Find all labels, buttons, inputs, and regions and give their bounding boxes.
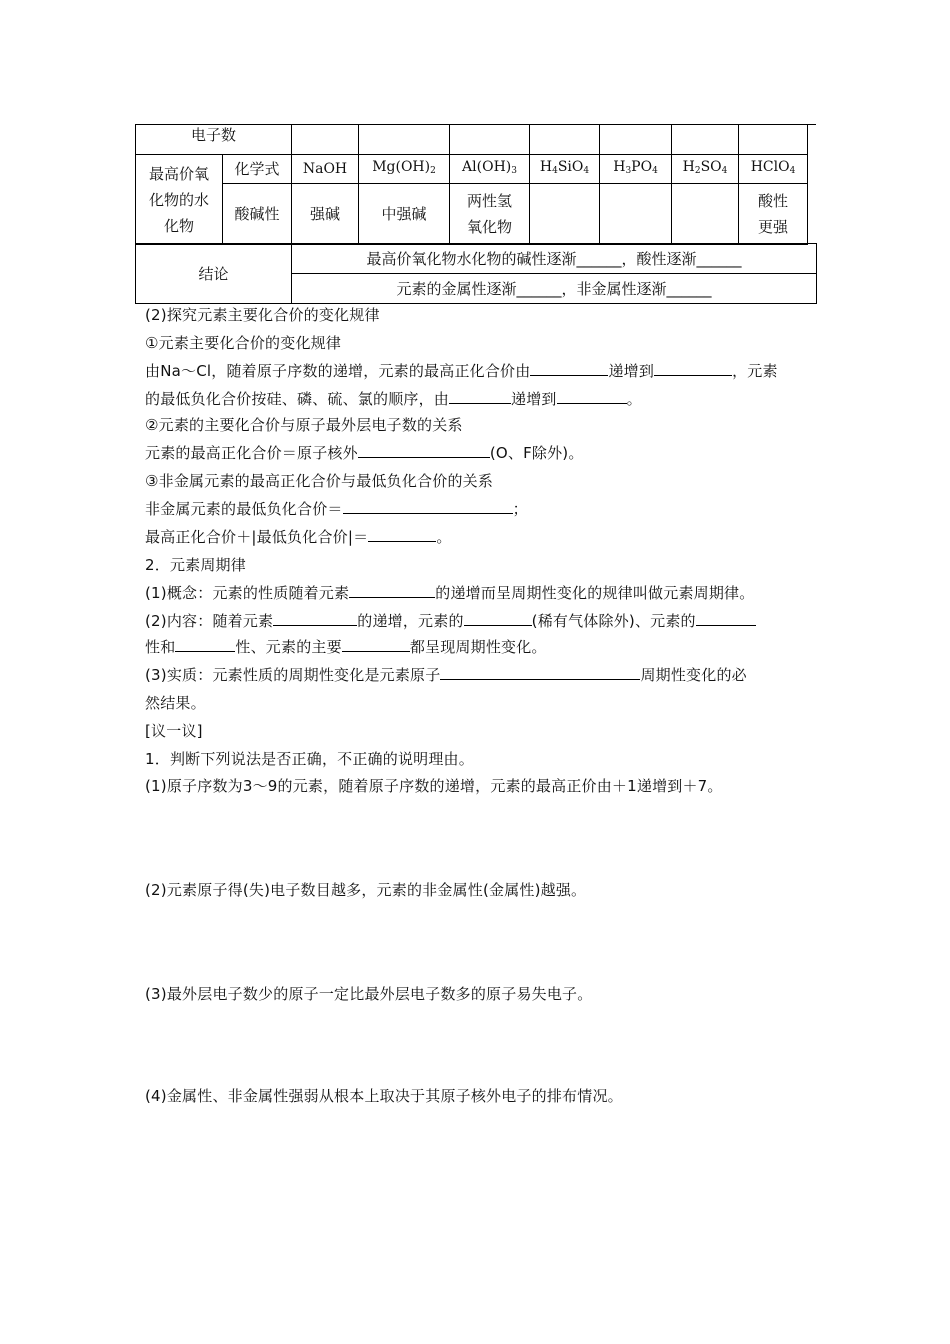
- question-3: (3)最外层电子数少的原子一定比最外层电子数多的原子易失电子。: [145, 985, 593, 1003]
- section-heading: 2．元素周期律: [145, 556, 246, 574]
- fill-blank[interactable]: [343, 498, 513, 514]
- electron-cell[interactable]: [672, 125, 739, 155]
- question-1: (1)原子序数为3～9的元素，随着原子序数的递增，元素的最高正价由＋1递增到＋7。: [145, 777, 723, 795]
- paragraph-line: 非金属元素的最低负化合价＝ ；: [145, 500, 528, 518]
- paragraph-line: 元素的最高正化合价＝原子核外 (O、F除外)。: [145, 444, 584, 462]
- acid-base-label: 酸碱性: [223, 184, 292, 245]
- formula-h3po4: $H_3PO_4$: [600, 155, 672, 184]
- electron-cell[interactable]: [600, 125, 672, 155]
- acidity-h3po4[interactable]: [600, 184, 672, 245]
- fill-blank[interactable]: [342, 636, 410, 652]
- electron-cell[interactable]: [359, 125, 450, 155]
- paragraph-line: 1．判断下列说法是否正确，不正确的说明理由。: [145, 750, 474, 768]
- paragraph-line: 最高正化合价＋|最低负化合价|＝ 。: [145, 528, 452, 546]
- chemical-formula-label: 化学式: [223, 155, 292, 184]
- sub-heading: ③非金属元素的最高正化合价与最低负化合价的关系: [145, 472, 494, 490]
- acidity-h2so4[interactable]: [672, 184, 739, 245]
- question-2: (2)元素原子得(失)电子数目越多，元素的非金属性(金属性)越强。: [145, 881, 587, 899]
- section-heading: (2)探究元素主要化合价的变化规律: [145, 306, 380, 324]
- fill-blank[interactable]: [530, 360, 608, 376]
- formula-mg-oh-2: $Mg(OH)_2$: [359, 155, 450, 184]
- section-heading: [议一议]: [145, 722, 203, 740]
- table-border-fragment: [808, 124, 816, 125]
- fill-blank[interactable]: [358, 442, 490, 458]
- fill-blank[interactable]: [368, 526, 436, 542]
- fill-blank[interactable]: [175, 636, 235, 652]
- formula-hclo4: HClO$_4$: [739, 155, 808, 184]
- conclusion-table: [135, 243, 817, 304]
- conclusion-row-2: 元素的金属性逐渐______，非金属性逐渐______: [292, 274, 817, 304]
- fill-blank[interactable]: [696, 610, 756, 626]
- formula-al-oh-3: $Al(OH)_3$: [450, 155, 530, 184]
- periodic-property-table: [135, 124, 808, 245]
- fill-blank[interactable]: [349, 582, 435, 598]
- sub-heading: ①元素主要化合价的变化规律: [145, 334, 342, 352]
- acidity-naoh: 强碱: [292, 184, 359, 245]
- electron-cell[interactable]: [739, 125, 808, 155]
- paragraph-line: 由Na～Cl，随着原子序数的递增，元素的最高正化合价由 递增到 ，元素: [145, 362, 778, 380]
- paragraph-line: 性和 性、元素的主要 都呈现周期性变化。: [145, 638, 547, 656]
- paragraph-line: (3)实质：元素性质的周期性变化是元素原子 周期性变化的必: [145, 666, 747, 684]
- electron-cell[interactable]: [530, 125, 600, 155]
- acidity-hclo4: 酸性更强: [739, 184, 808, 245]
- hydroxide-label: 最高价氧化物的水化物: [136, 155, 223, 245]
- formula-h4sio4: $H_4SiO_4$: [530, 155, 600, 184]
- formula-h2so4: $H_2SO_4$: [672, 155, 739, 184]
- fill-blank[interactable]: [654, 360, 732, 376]
- formula-naoh: NaOH: [292, 155, 359, 184]
- sub-heading: ②元素的主要化合价与原子最外层电子数的关系: [145, 416, 463, 434]
- acidity-mg-oh-2: 中强碱: [359, 184, 450, 245]
- paragraph-line: 的最低负化合价按硅、磷、硫、氯的顺序，由 递增到 。: [145, 390, 642, 408]
- fill-blank[interactable]: [449, 388, 511, 404]
- question-4: (4)金属性、非金属性强弱从根本上取决于其原子核外电子的排布情况。: [145, 1087, 623, 1105]
- electron-count-label: 电子数: [136, 125, 292, 155]
- paragraph-line: (1)概念：元素的性质随着元素 的递增而呈周期性变化的规律叫做元素周期律。: [145, 584, 755, 602]
- electron-cell[interactable]: [450, 125, 530, 155]
- paragraph-line: (2)内容：随着元素 的递增，元素的 (稀有气体除外)、元素的: [145, 610, 756, 632]
- conclusion-row-1: 最高价氧化物水化物的碱性逐渐______，酸性逐渐______: [292, 244, 817, 274]
- fill-blank[interactable]: [464, 610, 532, 626]
- fill-blank[interactable]: [557, 388, 627, 404]
- acidity-h4sio4[interactable]: [530, 184, 600, 245]
- fill-blank[interactable]: [273, 610, 357, 626]
- electron-cell[interactable]: [292, 125, 359, 155]
- conclusion-label: 结论: [136, 244, 292, 304]
- acidity-al-oh-3: 两性氢氧化物: [450, 184, 530, 245]
- fill-blank[interactable]: [440, 664, 640, 680]
- paragraph-line: 然结果。: [145, 694, 206, 712]
